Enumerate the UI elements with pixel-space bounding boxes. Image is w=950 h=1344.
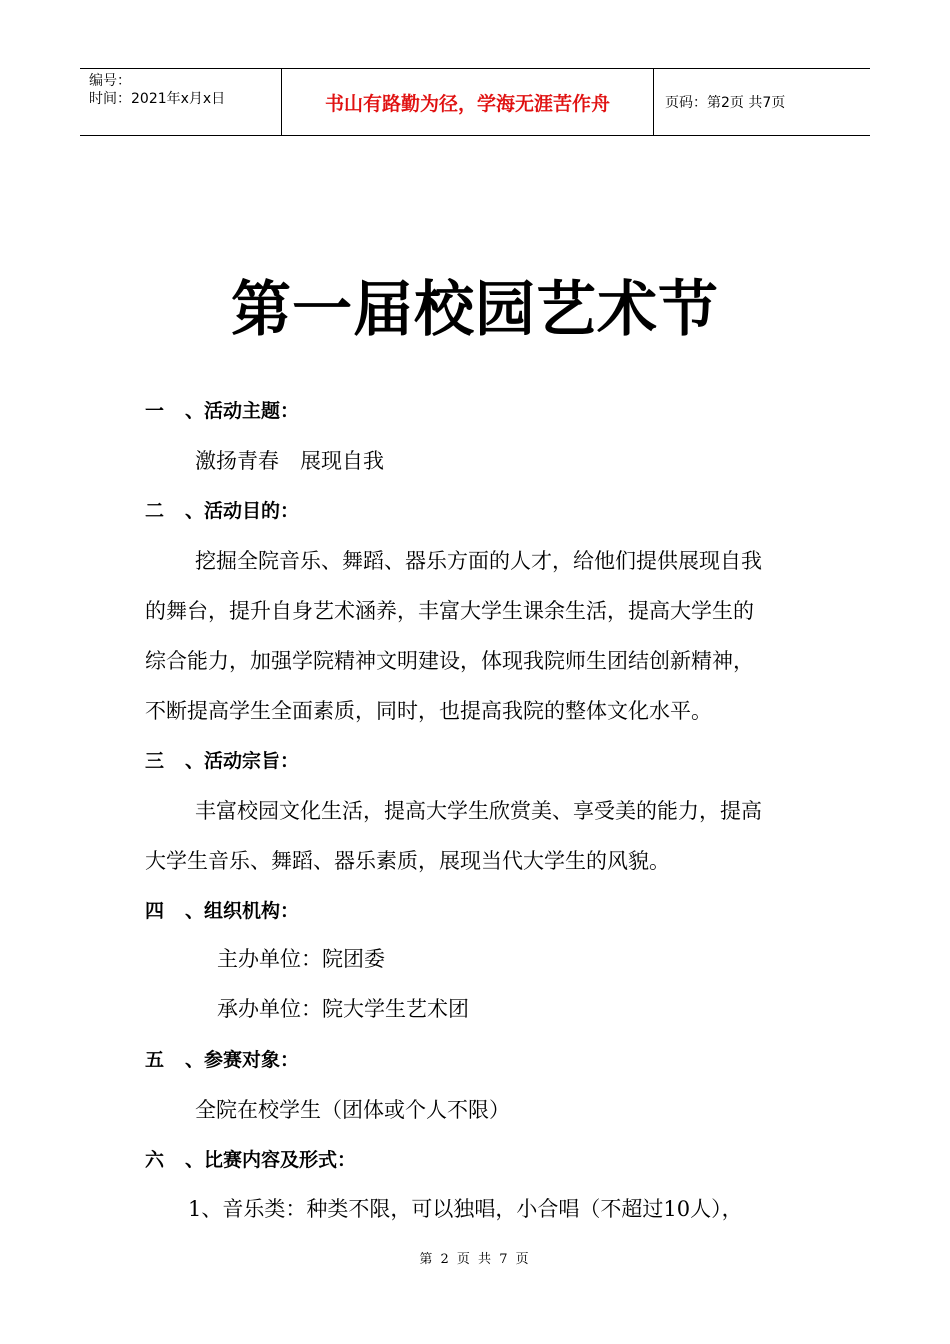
section-number: 二	[145, 500, 165, 522]
paragraph-line: 的舞台，提升自身艺术涵养，丰富大学生课余生活，提高大学生的	[145, 599, 754, 623]
document-header	[80, 68, 870, 136]
section-heading-5	[145, 1045, 299, 1072]
section-title: 、组织机构：	[185, 900, 300, 922]
section-heading-6	[145, 1145, 356, 1172]
section-number: 一	[145, 400, 165, 422]
time-label: 时间：2021年x月x日	[89, 91, 226, 107]
section-heading-4	[145, 896, 299, 923]
section-6-item-1: 1、音乐类：种类不限，可以独唱，小合唱（不超过10人），	[188, 1197, 743, 1221]
section-heading-1	[145, 396, 299, 423]
organizer-line: 主办单位：院团委	[217, 947, 385, 971]
paragraph-line: 不断提高学生全面素质，同时，也提高我院的整体文化水平。	[145, 699, 712, 723]
section-title: 、比赛内容及形式：	[185, 1149, 357, 1171]
paragraph-line: 丰富校园文化生活，提高大学生欣赏美、享受美的能力，提高	[195, 799, 762, 823]
section-1-text: 激扬青春 展现自我	[195, 449, 384, 473]
undertaker-line: 承办单位：院大学生艺术团	[217, 997, 469, 1021]
section-title: 、活动目的：	[185, 500, 300, 522]
number-label: 编号：	[89, 73, 131, 89]
page-footer: 第 2 页 共 7 页	[419, 1252, 531, 1267]
section-title: 、活动主题：	[185, 400, 300, 422]
header-motto: 书山有路勤为径，学海无涯苦作舟	[282, 69, 654, 135]
section-heading-2	[145, 496, 299, 523]
paragraph-line: 挖掘全院音乐、舞蹈、器乐方面的人才，给他们提供展现自我	[195, 549, 762, 573]
header-page-info: 页码：第2页 共7页	[665, 95, 786, 111]
paragraph-line: 大学生音乐、舞蹈、器乐素质，展现当代大学生的风貌。	[145, 849, 670, 873]
section-title: 、活动宗旨：	[185, 750, 300, 772]
section-number: 五	[145, 1049, 165, 1071]
section-number: 四	[145, 900, 165, 922]
section-title: 、参赛对象：	[185, 1049, 300, 1071]
section-number: 六	[145, 1149, 165, 1171]
header-meta	[80, 69, 282, 135]
section-5-text: 全院在校学生（团体或个人不限）	[195, 1098, 510, 1122]
page-title: 第一届校园艺术节	[231, 275, 719, 345]
paragraph-line: 综合能力，加强学院精神文明建设，体现我院师生团结创新精神，	[145, 649, 754, 673]
section-number: 三	[145, 750, 165, 772]
section-heading-3	[145, 746, 299, 773]
